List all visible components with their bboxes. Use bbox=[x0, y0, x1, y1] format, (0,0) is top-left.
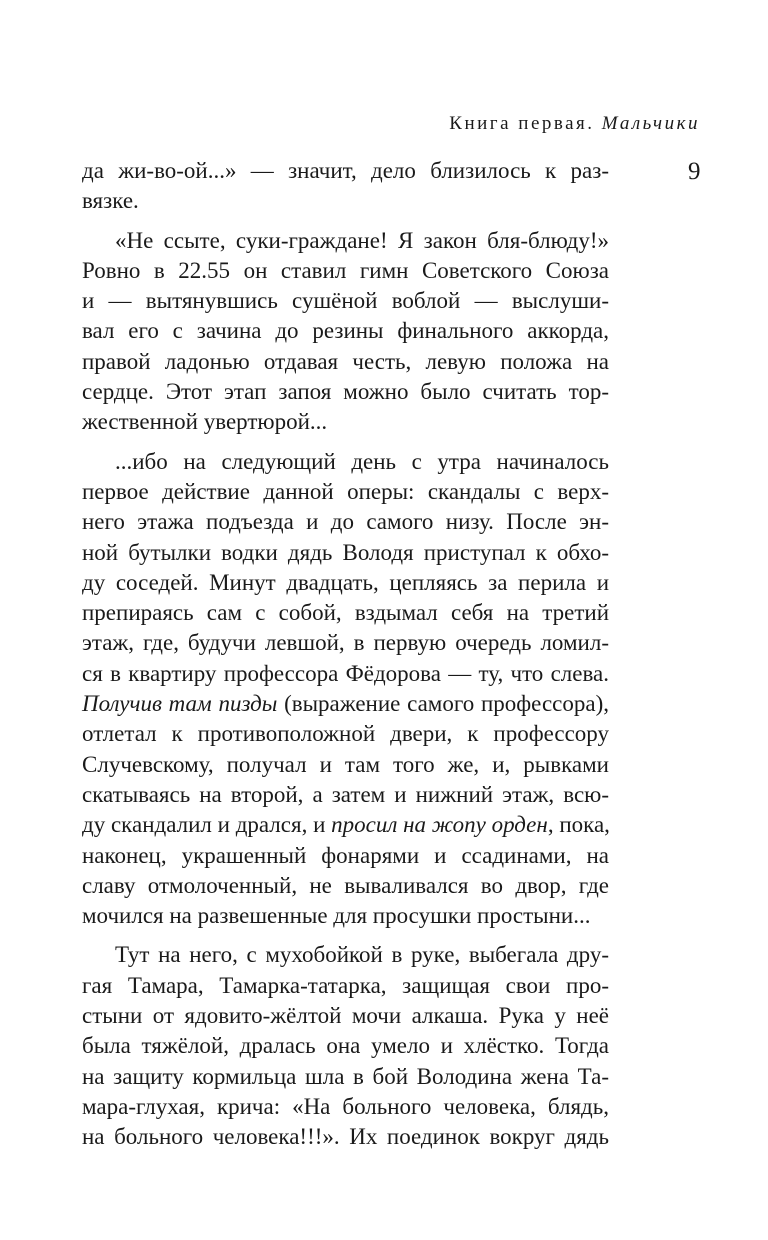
running-head-book: Книга первая. bbox=[449, 113, 595, 134]
text-line: Тут на него, с мухобойкой в руке, выбегала дру- bbox=[115, 942, 609, 968]
text-line bbox=[82, 810, 609, 840]
text-line: на защиту кормильца шла в бой Володина жена Та- bbox=[82, 1063, 609, 1089]
text-line: «Не ссыте, суки-граждане! Я закон бля-блюду!» bbox=[115, 227, 609, 253]
text-line: мочился на развешенные для просушки простыни... bbox=[82, 903, 591, 929]
page-number: 9 bbox=[688, 158, 701, 185]
text-line: вал его с зачина до резины финального аккорда, bbox=[82, 318, 609, 344]
text-line: гая Тамара, Тамарка-татарка, защищая свои про- bbox=[82, 972, 609, 998]
text-line: стыни от ядовито-жёлтой мочи алкаша. Рука у неё bbox=[82, 1003, 609, 1029]
text-line: Случевскому, получал и там того же, и, рывками bbox=[82, 751, 609, 777]
text-line: вязке. bbox=[82, 188, 139, 214]
text-run: (выражение самого профессора), bbox=[284, 691, 609, 717]
italic-phrase: Получив там пизды bbox=[82, 691, 278, 717]
body-text bbox=[82, 156, 609, 1153]
running-head-part: Мальчики bbox=[601, 113, 700, 134]
text-line bbox=[82, 689, 609, 719]
running-head bbox=[449, 113, 700, 135]
text-line: ду соседей. Минут двадцать, цепляясь за перила и bbox=[82, 569, 609, 595]
text-line: первое действие данной оперы: скандалы с верх- bbox=[82, 478, 609, 504]
text-line: ной бутылки водки дядь Володя приступал к обхо- bbox=[82, 539, 609, 565]
text-run: , пока, bbox=[547, 812, 610, 838]
text-run: ду скандалил и дрался, и bbox=[82, 812, 326, 838]
text-line: наконец, украшенный фонарями и ссадинами, на bbox=[82, 842, 609, 868]
text-line: ся в квартиру профессора Фёдорова — ту, что слева. bbox=[82, 660, 609, 686]
text-line: правой ладонью отдавая честь, левую положа на bbox=[82, 348, 609, 374]
text-line: него этажа подъезда и до самого низу. После эн- bbox=[82, 509, 609, 535]
text-line: на больного человека!!!». Их поединок вокруг дядь bbox=[82, 1124, 609, 1150]
italic-phrase: просил на жопу орден bbox=[331, 812, 548, 838]
text-line: жественной увертюрой... bbox=[82, 409, 328, 435]
text-line: Ровно в 22.55 он ставил гимн Советского Союза bbox=[82, 257, 609, 283]
text-line: препираясь сам с собой, вздымал себя на третий bbox=[82, 600, 609, 626]
text-line: да жи-во-ой...» — значит, дело близилось к раз- bbox=[82, 158, 609, 183]
text-line: мара-глухая, крича: «На больного человека, блядь, bbox=[82, 1093, 609, 1119]
text-line: этаж, где, будучи левшой, в первую очередь ломил- bbox=[82, 630, 609, 656]
text-line: была тяжёлой, дралась она умело и хлёстко. Тогда bbox=[82, 1033, 609, 1059]
text-line: отлетал к противоположной двери, к профессору bbox=[82, 721, 609, 747]
text-line: и — вытянувшись сушёной воблой — выслуши- bbox=[82, 288, 609, 314]
text-line: славу отмолоченный, не вываливался во двор, где bbox=[82, 872, 609, 898]
text-line: ...ибо на следующий день с утра начиналось bbox=[115, 448, 609, 474]
text-line: скатываясь на второй, а затем и нижний этаж, всю- bbox=[82, 781, 609, 807]
text-line: сердце. Этот этап запоя можно было считать тор- bbox=[82, 379, 609, 405]
